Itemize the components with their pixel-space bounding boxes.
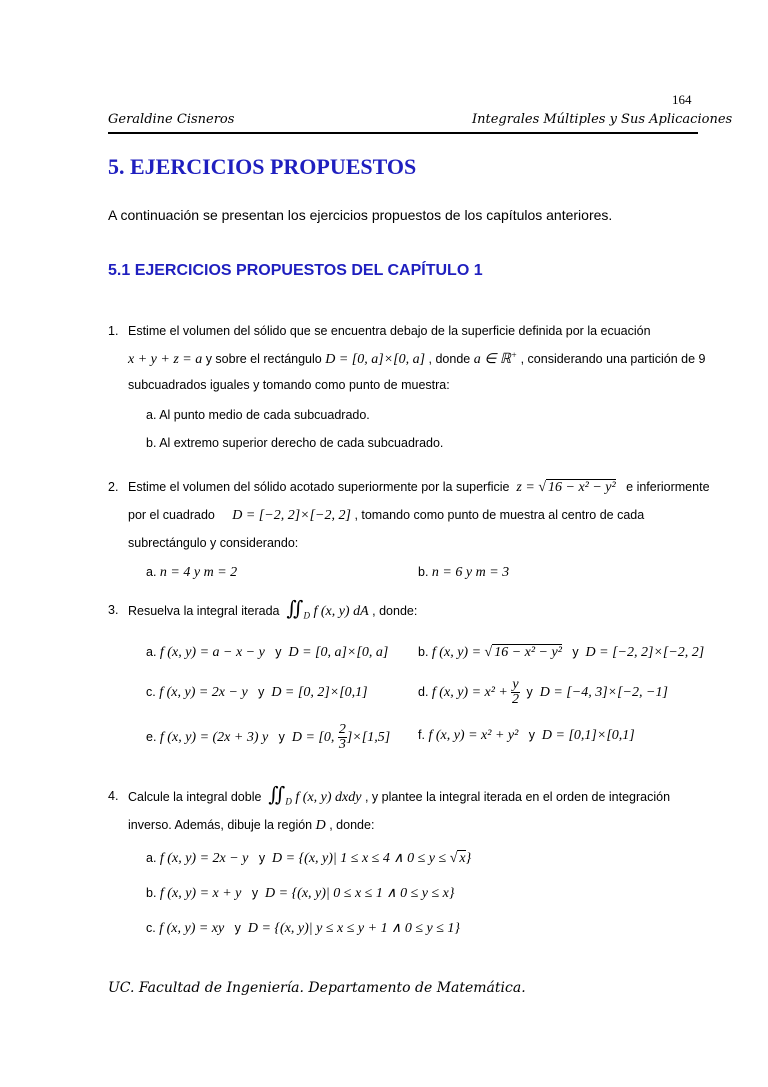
ex3-integrand: f (x, y) dA xyxy=(313,604,369,619)
ex4-text-donde: , donde: xyxy=(329,818,375,832)
ex1-text-partition: , considerando una partición de 9 xyxy=(520,352,706,367)
ex3-b-sqrt: 16 − x² − y² xyxy=(494,645,562,660)
ex1-line1: Estime el volumen del sólido que se encuentra debajo de la superficie definida por la ecuación xyxy=(128,324,651,338)
ex2-a-value: n = 4 y m = 2 xyxy=(159,565,238,580)
ex2-text2: e inferiormente xyxy=(626,480,710,494)
ex4-item-a: a. f (x, y) = 2x − y y D = {(x, y)| 1 ≤ x ≤ 4 ∧ 0 ≤ y ≤ √ x} xyxy=(146,851,472,866)
ex4-b-func: f (x, y) = x + y xyxy=(159,886,242,901)
ex1-item-b: b. Al extremo superior derecho de cada subcuadrado. xyxy=(146,436,444,450)
ex3-c-func: f (x, y) = 2x − y xyxy=(159,685,248,700)
ex2-item-b xyxy=(418,565,509,581)
ex4-line1 xyxy=(128,782,698,807)
ex4-number: 4. xyxy=(108,789,119,803)
ex4-a-func: f (x, y) = 2x − y xyxy=(159,851,249,866)
ex2-b-label: b. xyxy=(418,565,429,579)
page-number: 164 xyxy=(672,92,692,107)
footer: UC. Facultad de Ingeniería. Departamento de Matemática. xyxy=(108,980,526,996)
ex4-line2 xyxy=(128,818,374,834)
ex3-item-c: c. f (x, y) = 2x − y y D = [0, 2]×[0,1] xyxy=(146,685,368,700)
ex3-a-domain: D = [0, a]×[0, a] xyxy=(288,645,389,660)
ex3-f-domain: D = [0,1]×[0,1] xyxy=(541,728,635,743)
ex1-a-set: a ∈ ℝ xyxy=(473,352,512,368)
ex3-e-denominator: 3 xyxy=(338,737,346,752)
ex4-integral-sub: D xyxy=(285,796,292,807)
ex1-equation: x + y + z = a xyxy=(128,352,203,368)
chapter-title: 5. EJERCICIOS PROPUESTOS xyxy=(108,154,417,179)
ex3-d-denominator: 2 xyxy=(511,692,519,707)
ex3-d-domain: D = [−4, 3]×[−2, −1] xyxy=(539,684,668,700)
ex2-item-a xyxy=(146,565,237,581)
ex1-text-rect: y sobre el rectángulo xyxy=(205,352,322,367)
ex3-text1: Resuelva la integral iterada xyxy=(128,604,280,618)
ex4-item-c: c. f (x, y) = xy y D = {(x, y)| y ≤ x ≤ y + 1 ∧ 0 ≤ y ≤ 1} xyxy=(146,921,461,936)
ex4-integrand: f (x, y) dxdy xyxy=(295,790,362,805)
ex1-line2 xyxy=(128,350,705,368)
ex1-number: 1. xyxy=(108,324,119,338)
ex4-integral-sign: ∬ xyxy=(268,782,286,806)
ex4-a-brace: } xyxy=(465,851,472,866)
ex3-d-numerator: y xyxy=(512,677,519,692)
ex4-b-domain: D = {(x, y)| 0 ≤ x ≤ 1 ∧ 0 ≤ y ≤ x} xyxy=(265,886,455,901)
ex2-line3: subrectángulo y considerando: xyxy=(128,536,299,550)
ex2-square: D = [−2, 2]×[−2, 2] xyxy=(232,508,351,523)
ex3-item-b: b. f (x, y) = √ 16 − x² − y² y D = [−2, 2]×[−2, 2] xyxy=(418,645,705,660)
ex1-rectangle: D = [0, a]×[0, a] xyxy=(325,352,426,368)
ex4-a-domain: D = {(x, y)| 1 ≤ x ≤ 4 ∧ 0 ≤ y ≤ xyxy=(272,851,450,866)
ex1-text-donde: , donde xyxy=(428,352,471,367)
ex2-text1: Estime el volumen del sólido acotado superiormente por la superficie xyxy=(128,480,510,494)
ex4-item-b: b. f (x, y) = x + y y D = {(x, y)| 0 ≤ x ≤ 1 ∧ 0 ≤ y ≤ x} xyxy=(146,886,455,901)
ex3-d-func: f (x, y) = x² + xyxy=(431,684,512,700)
ex3-number: 3. xyxy=(108,603,119,617)
ex4-text1: Calcule la integral doble xyxy=(128,790,262,804)
ex2-line1: Estime el volumen del sólido acotado superiormente por la superficie z = √ 16 − x² − y² e inferiormente xyxy=(128,480,710,495)
ex3-text2: , donde: xyxy=(372,604,418,618)
ex3-b-func: f (x, y) = xyxy=(431,645,485,660)
ex4-a-sqrt: x xyxy=(459,851,466,866)
ex3-e-func: f (x, y) = (2x + 3) y xyxy=(159,729,269,745)
ex2-sqrt: 16 − x² − y² xyxy=(548,480,616,495)
ex3-item-d: d. f (x, y) = x² + $\frac{y}{2}$ y D = [−4, 3]×[−2, −1] xyxy=(418,677,668,707)
ex3-a-func: f (x, y) = a − x − y xyxy=(159,645,265,660)
ex3-item-a: a. f (x, y) = a − x − y y D = [0, a]×[0, a] xyxy=(146,645,389,660)
ex4-c-domain: D = {(x, y)| y ≤ x ≤ y + 1 ∧ 0 ≤ y ≤ 1} xyxy=(247,921,461,936)
ex4-text-region: inverso. Además, dibuje la región xyxy=(128,818,313,832)
ex3-e-numerator: 2 xyxy=(338,722,346,737)
ex3-item-e: e. f (x, y) = (2x + 3) y y D = [0, $\frac{2}{3}$ ]×[1,5] xyxy=(146,722,391,752)
ex1-line3: subcuadrados iguales y tomando como punto de muestra: xyxy=(128,378,450,392)
intro-text: A continuación se presentan los ejercicios propuestos de los capítulos anteriores. xyxy=(108,207,613,223)
ex1-item-a: a. Al punto medio de cada subcuadrado. xyxy=(146,408,370,422)
ex2-z: z = xyxy=(516,480,539,495)
ex2-number: 2. xyxy=(108,480,119,494)
ex2-a-label: a. xyxy=(146,565,157,579)
ex3-integral-sub: D xyxy=(303,610,310,621)
ex3-line1 xyxy=(128,596,417,621)
ex2-b-value: n = 6 y m = 3 xyxy=(431,565,510,580)
header-author: Geraldine Cisneros xyxy=(108,112,235,127)
ex3-item-f: f. f (x, y) = x² + y² y D = [0,1]×[0,1] xyxy=(418,728,635,743)
ex4-region-D: D xyxy=(315,818,326,833)
ex2-line2 xyxy=(128,508,644,524)
ex3-b-domain: D = [−2, 2]×[−2, 2] xyxy=(585,645,705,660)
header-rule xyxy=(108,132,698,134)
ex4-c-func: f (x, y) = xy xyxy=(159,921,225,936)
section-title: 5.1 EJERCICIOS PROPUESTOS DEL CAPÍTULO 1 xyxy=(108,262,483,279)
ex3-e-domain-end: ]×[1,5] xyxy=(346,729,391,745)
ex3-e-domain-start: D = [0, xyxy=(291,729,338,745)
ex3-c-domain: D = [0, 2]×[0,1] xyxy=(271,685,368,700)
ex4-text2: , y plantee la integral iterada en el orden de integración xyxy=(364,790,671,804)
ex3-integral-sign: ∬ xyxy=(286,596,304,620)
header-book-title: Integrales Múltiples y Sus Aplicaciones xyxy=(472,112,733,127)
ex3-f-func: f (x, y) = x² + y² xyxy=(428,728,519,743)
ex2-text-cuadrado: por el cuadrado xyxy=(128,508,215,522)
ex1-a-plus: + xyxy=(511,350,518,360)
ex2-text-centro: , tomando como punto de muestra al centro de cada xyxy=(354,508,645,522)
